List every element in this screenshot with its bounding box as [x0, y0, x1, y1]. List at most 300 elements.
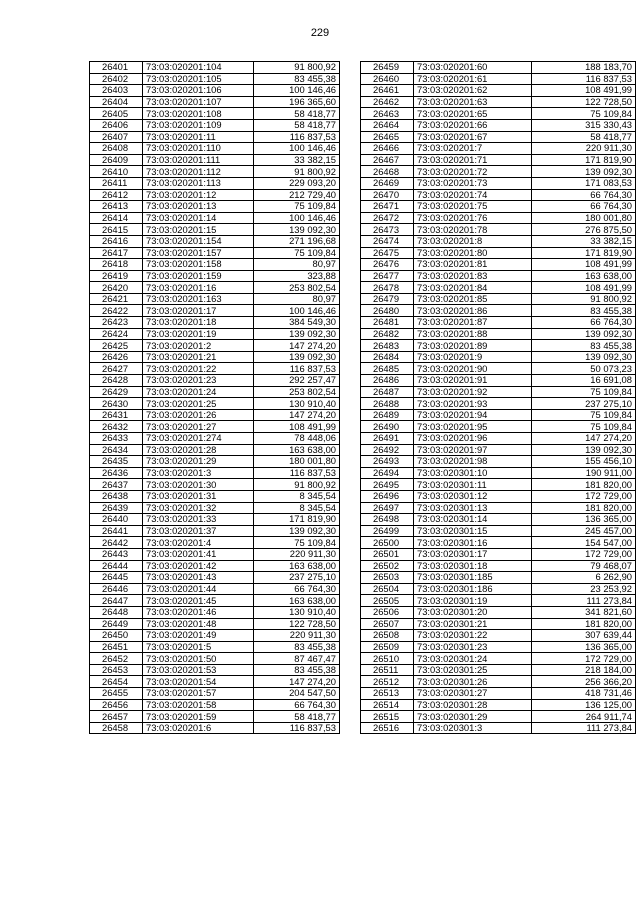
row-number-cell: 26433: [90, 433, 143, 445]
row-number-cell: 26404: [90, 96, 143, 108]
cadastral-number-cell: 73:03:020201:85: [414, 293, 532, 305]
cadastral-number-cell: 73:03:020201:60: [414, 62, 532, 74]
cadastral-number-cell: 73:03:020201:16: [143, 282, 254, 294]
table-row: [90, 154, 340, 166]
value-cell: 245 457,00: [532, 525, 636, 537]
value-cell: 220 911,30: [532, 143, 636, 155]
table-row: [90, 73, 340, 85]
table-row: [361, 73, 636, 85]
value-cell: 172 729,00: [532, 490, 636, 502]
cadastral-number-cell: 73:03:020201:108: [143, 108, 254, 120]
table-row: [90, 96, 340, 108]
row-number-cell: 26426: [90, 351, 143, 363]
row-number-cell: 26498: [361, 514, 414, 526]
row-number-cell: 26406: [90, 119, 143, 131]
cadastral-number-cell: 73:03:020201:76: [414, 212, 532, 224]
cadastral-number-cell: 73:03:020201:57: [143, 688, 254, 700]
cadastral-number-cell: 73:03:020201:158: [143, 259, 254, 271]
cadastral-number-cell: 73:03:020201:110: [143, 143, 254, 155]
value-cell: 253 802,54: [254, 282, 340, 294]
table-row: [361, 212, 636, 224]
row-number-cell: 26430: [90, 398, 143, 410]
value-cell: 139 092,30: [532, 328, 636, 340]
value-cell: 181 820,00: [532, 618, 636, 630]
table-row: [90, 456, 340, 468]
row-number-cell: 26466: [361, 143, 414, 155]
table-row: [361, 572, 636, 584]
cadastral-number-cell: 73:03:020201:78: [414, 224, 532, 236]
table-row: [361, 96, 636, 108]
table-row: [361, 583, 636, 595]
value-cell: 108 491,99: [532, 85, 636, 97]
cadastral-number-cell: 73:03:020201:92: [414, 386, 532, 398]
value-cell: 116 837,53: [254, 363, 340, 375]
row-number-cell: 26490: [361, 421, 414, 433]
cadastral-number-cell: 73:03:020201:159: [143, 270, 254, 282]
table-row: [361, 641, 636, 653]
cadastral-number-cell: 73:03:020201:274: [143, 433, 254, 445]
table-row: [361, 305, 636, 317]
row-number-cell: 26487: [361, 386, 414, 398]
row-number-cell: 26447: [90, 595, 143, 607]
value-cell: 204 547,50: [254, 688, 340, 700]
row-number-cell: 26511: [361, 664, 414, 676]
table-row: [90, 328, 340, 340]
table-row: [361, 676, 636, 688]
cadastral-number-cell: 73:03:020201:163: [143, 293, 254, 305]
table-row: [361, 154, 636, 166]
table-row: [90, 235, 340, 247]
table-row: [361, 177, 636, 189]
value-cell: 8 345,54: [254, 490, 340, 502]
table-row: [361, 293, 636, 305]
value-cell: 237 275,10: [254, 572, 340, 584]
table-row: [90, 351, 340, 363]
cadastral-number-cell: 73:03:020201:9: [414, 351, 532, 363]
value-cell: 122 728,50: [532, 96, 636, 108]
table-row: [361, 351, 636, 363]
value-cell: 66 764,30: [532, 189, 636, 201]
table-row: [361, 502, 636, 514]
row-number-cell: 26467: [361, 154, 414, 166]
value-cell: 122 728,50: [254, 618, 340, 630]
cadastral-number-cell: 73:03:020201:67: [414, 131, 532, 143]
value-cell: 108 491,99: [532, 259, 636, 271]
cadastral-number-cell: 73:03:020201:50: [143, 653, 254, 665]
table-row: [361, 189, 636, 201]
row-number-cell: 26432: [90, 421, 143, 433]
table-row: [361, 108, 636, 120]
value-cell: 264 911,74: [532, 711, 636, 723]
table-row: [90, 212, 340, 224]
table-row: [90, 548, 340, 560]
value-cell: 163 638,00: [254, 444, 340, 456]
cadastral-number-cell: 73:03:020201:22: [143, 363, 254, 375]
row-number-cell: 26429: [90, 386, 143, 398]
value-cell: 253 802,54: [254, 386, 340, 398]
row-number-cell: 26476: [361, 259, 414, 271]
row-number-cell: 26410: [90, 166, 143, 178]
table-row: [361, 166, 636, 178]
table-row: [90, 444, 340, 456]
cadastral-number-cell: 73:03:020201:54: [143, 676, 254, 688]
value-cell: 163 638,00: [254, 595, 340, 607]
cadastral-number-cell: 73:03:020201:29: [143, 456, 254, 468]
row-number-cell: 26501: [361, 548, 414, 560]
table-row: [361, 282, 636, 294]
row-number-cell: 26482: [361, 328, 414, 340]
value-cell: 80,97: [254, 259, 340, 271]
cadastral-number-cell: 73:03:020201:12: [143, 189, 254, 201]
value-cell: 139 092,30: [532, 166, 636, 178]
value-cell: 136 125,00: [532, 699, 636, 711]
value-cell: 111 273,84: [532, 722, 636, 734]
row-number-cell: 26421: [90, 293, 143, 305]
value-cell: 130 910,40: [254, 606, 340, 618]
value-cell: 181 820,00: [532, 502, 636, 514]
value-cell: 33 382,15: [532, 235, 636, 247]
row-number-cell: 26484: [361, 351, 414, 363]
value-cell: 66 764,30: [254, 583, 340, 595]
value-cell: 33 382,15: [254, 154, 340, 166]
value-cell: 418 731,46: [532, 688, 636, 700]
row-number-cell: 26488: [361, 398, 414, 410]
cadastral-number-cell: 73:03:020301:21: [414, 618, 532, 630]
value-cell: 341 821,60: [532, 606, 636, 618]
cadastral-number-cell: 73:03:020201:33: [143, 514, 254, 526]
value-cell: 276 875,50: [532, 224, 636, 236]
registry-table-right: [360, 61, 636, 734]
table-row: [361, 143, 636, 155]
table-row: [90, 259, 340, 271]
value-cell: 163 638,00: [254, 560, 340, 572]
cadastral-number-cell: 73:03:020301:20: [414, 606, 532, 618]
value-cell: 79 468,07: [532, 560, 636, 572]
table-row: [361, 62, 636, 74]
value-cell: 384 549,30: [254, 317, 340, 329]
value-cell: 91 800,92: [254, 62, 340, 74]
table-row: [361, 688, 636, 700]
row-number-cell: 26497: [361, 502, 414, 514]
table-row: [361, 201, 636, 213]
row-number-cell: 26500: [361, 537, 414, 549]
row-number-cell: 26465: [361, 131, 414, 143]
row-number-cell: 26514: [361, 699, 414, 711]
row-number-cell: 26470: [361, 189, 414, 201]
table-row: [90, 340, 340, 352]
row-number-cell: 26423: [90, 317, 143, 329]
row-number-cell: 26481: [361, 317, 414, 329]
value-cell: 139 092,30: [254, 328, 340, 340]
row-number-cell: 26468: [361, 166, 414, 178]
table-row: [90, 293, 340, 305]
row-number-cell: 26414: [90, 212, 143, 224]
table-row: [90, 409, 340, 421]
value-cell: 136 365,00: [532, 641, 636, 653]
table-row: [361, 490, 636, 502]
value-cell: 66 764,30: [254, 699, 340, 711]
row-number-cell: 26513: [361, 688, 414, 700]
cadastral-number-cell: 73:03:020201:74: [414, 189, 532, 201]
table-row: [90, 502, 340, 514]
value-cell: 155 456,10: [532, 456, 636, 468]
cadastral-number-cell: 73:03:020301:186: [414, 583, 532, 595]
value-cell: 75 109,84: [532, 409, 636, 421]
cadastral-number-cell: 73:03:020301:27: [414, 688, 532, 700]
value-cell: 171 819,90: [532, 154, 636, 166]
table-row: [90, 224, 340, 236]
row-number-cell: 26401: [90, 62, 143, 74]
registry-table-right-body: [361, 62, 636, 734]
cadastral-number-cell: 73:03:020301:3: [414, 722, 532, 734]
cadastral-number-cell: 73:03:020301:22: [414, 630, 532, 642]
cadastral-number-cell: 73:03:020201:31: [143, 490, 254, 502]
row-number-cell: 26443: [90, 548, 143, 560]
row-number-cell: 26448: [90, 606, 143, 618]
table-row: [361, 722, 636, 734]
cadastral-number-cell: 73:03:020301:17: [414, 548, 532, 560]
cadastral-number-cell: 73:03:020301:29: [414, 711, 532, 723]
value-cell: 307 639,44: [532, 630, 636, 642]
cadastral-number-cell: 73:03:020201:58: [143, 699, 254, 711]
table-row: [90, 699, 340, 711]
value-cell: 75 109,84: [254, 247, 340, 259]
value-cell: 190 911,00: [532, 467, 636, 479]
cadastral-number-cell: 73:03:020201:28: [143, 444, 254, 456]
value-cell: 75 109,84: [254, 201, 340, 213]
table-row: [361, 363, 636, 375]
cadastral-number-cell: 73:03:020201:83: [414, 270, 532, 282]
cadastral-number-cell: 73:03:020201:41: [143, 548, 254, 560]
value-cell: 229 093,20: [254, 177, 340, 189]
table-row: [90, 166, 340, 178]
table-row: [90, 85, 340, 97]
value-cell: 292 257,47: [254, 375, 340, 387]
cadastral-number-cell: 73:03:020201:23: [143, 375, 254, 387]
row-number-cell: 26489: [361, 409, 414, 421]
table-row: [90, 525, 340, 537]
value-cell: 16 691,08: [532, 375, 636, 387]
table-row: [90, 572, 340, 584]
cadastral-number-cell: 73:03:020201:154: [143, 235, 254, 247]
value-cell: 91 800,92: [532, 293, 636, 305]
value-cell: 237 275,10: [532, 398, 636, 410]
cadastral-number-cell: 73:03:020301:185: [414, 572, 532, 584]
table-row: [361, 375, 636, 387]
row-number-cell: 26444: [90, 560, 143, 572]
value-cell: 315 330,43: [532, 119, 636, 131]
value-cell: 100 146,46: [254, 143, 340, 155]
row-number-cell: 26485: [361, 363, 414, 375]
table-row: [361, 398, 636, 410]
value-cell: 136 365,00: [532, 514, 636, 526]
row-number-cell: 26461: [361, 85, 414, 97]
table-row: [90, 467, 340, 479]
table-row: [90, 108, 340, 120]
value-cell: 180 001,80: [532, 212, 636, 224]
row-number-cell: 26492: [361, 444, 414, 456]
table-row: [90, 375, 340, 387]
row-number-cell: 26510: [361, 653, 414, 665]
value-cell: 130 910,40: [254, 398, 340, 410]
cadastral-number-cell: 73:03:020201:5: [143, 641, 254, 653]
value-cell: 100 146,46: [254, 212, 340, 224]
table-row: [361, 433, 636, 445]
cadastral-number-cell: 73:03:020201:98: [414, 456, 532, 468]
value-cell: 116 837,53: [254, 722, 340, 734]
cadastral-number-cell: 73:03:020301:12: [414, 490, 532, 502]
value-cell: 58 418,77: [254, 108, 340, 120]
row-number-cell: 26505: [361, 595, 414, 607]
row-number-cell: 26436: [90, 467, 143, 479]
value-cell: 171 819,90: [254, 514, 340, 526]
cadastral-number-cell: 73:03:020201:61: [414, 73, 532, 85]
row-number-cell: 26495: [361, 479, 414, 491]
row-number-cell: 26442: [90, 537, 143, 549]
table-row: [361, 270, 636, 282]
row-number-cell: 26439: [90, 502, 143, 514]
value-cell: 6 262,90: [532, 572, 636, 584]
table-row: [90, 641, 340, 653]
table-row: [90, 177, 340, 189]
row-number-cell: 26411: [90, 177, 143, 189]
value-cell: 50 073,23: [532, 363, 636, 375]
value-cell: 87 467,47: [254, 653, 340, 665]
table-row: [90, 618, 340, 630]
value-cell: 323,88: [254, 270, 340, 282]
cadastral-number-cell: 73:03:020301:28: [414, 699, 532, 711]
table-row: [361, 606, 636, 618]
table-row: [361, 247, 636, 259]
value-cell: 147 274,20: [532, 433, 636, 445]
registry-table-left-body: [90, 62, 340, 734]
cadastral-number-cell: 73:03:020201:37: [143, 525, 254, 537]
value-cell: 139 092,30: [254, 224, 340, 236]
cadastral-number-cell: 73:03:020201:73: [414, 177, 532, 189]
table-row: [361, 711, 636, 723]
table-row: [90, 247, 340, 259]
value-cell: 271 196,68: [254, 235, 340, 247]
table-row: [90, 189, 340, 201]
value-cell: 220 911,30: [254, 548, 340, 560]
table-row: [361, 235, 636, 247]
row-number-cell: 26479: [361, 293, 414, 305]
value-cell: 75 109,84: [532, 386, 636, 398]
row-number-cell: 26478: [361, 282, 414, 294]
row-number-cell: 26457: [90, 711, 143, 723]
value-cell: 116 837,53: [254, 467, 340, 479]
cadastral-number-cell: 73:03:020201:19: [143, 328, 254, 340]
cadastral-number-cell: 73:03:020201:112: [143, 166, 254, 178]
value-cell: 100 146,46: [254, 85, 340, 97]
cadastral-number-cell: 73:03:020201:13: [143, 201, 254, 213]
cadastral-number-cell: 73:03:020201:90: [414, 363, 532, 375]
table-row: [90, 688, 340, 700]
row-number-cell: 26409: [90, 154, 143, 166]
table-row: [90, 433, 340, 445]
row-number-cell: 26431: [90, 409, 143, 421]
cadastral-number-cell: 73:03:020201:3: [143, 467, 254, 479]
cadastral-number-cell: 73:03:020201:88: [414, 328, 532, 340]
value-cell: 171 819,90: [532, 247, 636, 259]
value-cell: 108 491,99: [532, 282, 636, 294]
cadastral-number-cell: 73:03:020201:26: [143, 409, 254, 421]
table-row: [361, 595, 636, 607]
value-cell: 111 273,84: [532, 595, 636, 607]
cadastral-number-cell: 73:03:020201:72: [414, 166, 532, 178]
registry-table-left: [89, 61, 340, 734]
cadastral-number-cell: 73:03:020201:32: [143, 502, 254, 514]
value-cell: 196 365,60: [254, 96, 340, 108]
value-cell: 172 729,00: [532, 548, 636, 560]
table-row: [90, 676, 340, 688]
cadastral-number-cell: 73:03:020201:71: [414, 154, 532, 166]
table-row: [90, 421, 340, 433]
row-number-cell: 26512: [361, 676, 414, 688]
value-cell: 108 491,99: [254, 421, 340, 433]
cadastral-number-cell: 73:03:020201:49: [143, 630, 254, 642]
cadastral-number-cell: 73:03:020201:65: [414, 108, 532, 120]
row-number-cell: 26407: [90, 131, 143, 143]
table-row: [361, 560, 636, 572]
value-cell: 58 418,77: [254, 711, 340, 723]
value-cell: 139 092,30: [254, 525, 340, 537]
table-row: [361, 537, 636, 549]
row-number-cell: 26475: [361, 247, 414, 259]
cadastral-number-cell: 73:03:020301:24: [414, 653, 532, 665]
row-number-cell: 26460: [361, 73, 414, 85]
cadastral-number-cell: 73:03:020201:42: [143, 560, 254, 572]
cadastral-number-cell: 73:03:020201:18: [143, 317, 254, 329]
row-number-cell: 26483: [361, 340, 414, 352]
value-cell: 83 455,38: [254, 664, 340, 676]
value-cell: 83 455,38: [532, 305, 636, 317]
value-cell: 75 109,84: [532, 421, 636, 433]
row-number-cell: 26405: [90, 108, 143, 120]
table-row: [90, 664, 340, 676]
cadastral-number-cell: 73:03:020201:93: [414, 398, 532, 410]
table-row: [361, 328, 636, 340]
cadastral-number-cell: 73:03:020201:46: [143, 606, 254, 618]
value-cell: 163 638,00: [532, 270, 636, 282]
cadastral-number-cell: 73:03:020201:66: [414, 119, 532, 131]
cadastral-number-cell: 73:03:020201:7: [414, 143, 532, 155]
table-row: [90, 711, 340, 723]
value-cell: 180 001,80: [254, 456, 340, 468]
cadastral-number-cell: 73:03:020201:6: [143, 722, 254, 734]
cadastral-number-cell: 73:03:020301:10: [414, 467, 532, 479]
row-number-cell: 26438: [90, 490, 143, 502]
cadastral-number-cell: 73:03:020301:26: [414, 676, 532, 688]
value-cell: 8 345,54: [254, 502, 340, 514]
row-number-cell: 26445: [90, 572, 143, 584]
cadastral-number-cell: 73:03:020201:15: [143, 224, 254, 236]
table-row: [361, 548, 636, 560]
cadastral-number-cell: 73:03:020201:107: [143, 96, 254, 108]
value-cell: 58 418,77: [532, 131, 636, 143]
table-row: [361, 224, 636, 236]
cadastral-number-cell: 73:03:020301:16: [414, 537, 532, 549]
cadastral-number-cell: 73:03:020201:91: [414, 375, 532, 387]
value-cell: 83 455,38: [532, 340, 636, 352]
value-cell: 100 146,46: [254, 305, 340, 317]
cadastral-number-cell: 73:03:020201:109: [143, 119, 254, 131]
page-number: 229: [310, 27, 330, 39]
row-number-cell: 26419: [90, 270, 143, 282]
cadastral-number-cell: 73:03:020201:53: [143, 664, 254, 676]
table-row: [361, 386, 636, 398]
row-number-cell: 26440: [90, 514, 143, 526]
